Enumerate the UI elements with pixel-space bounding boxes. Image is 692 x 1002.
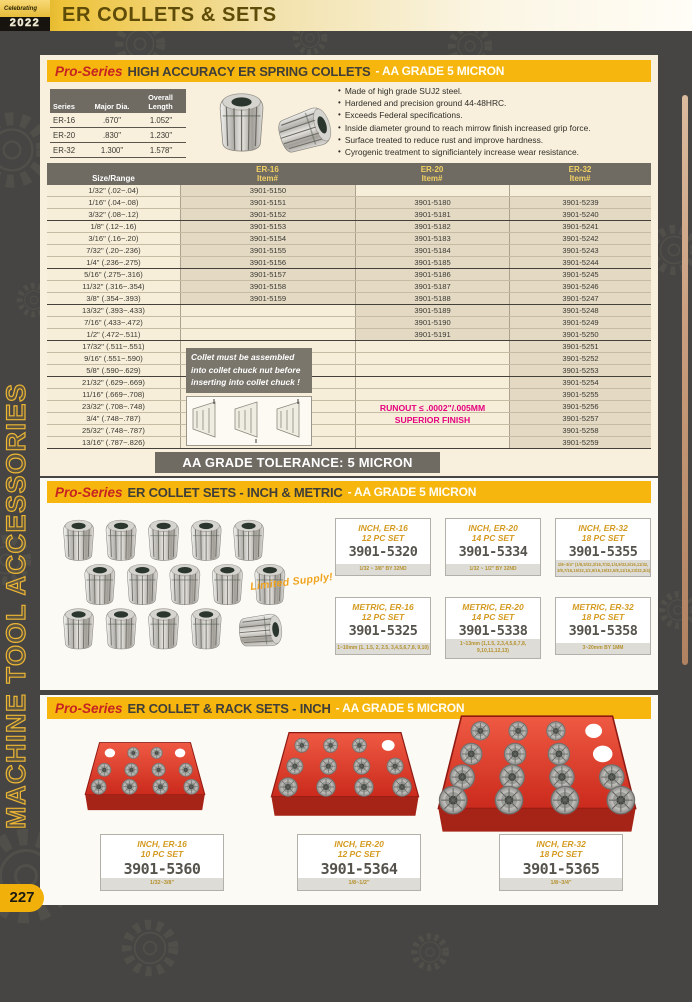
item-number-cell: 3901-5255 [509,389,651,400]
item-number-cell: 3901-5252 [509,353,651,364]
item-number-cell: 3901-5186 [355,269,509,280]
item-number-cell [355,425,509,436]
page-number-badge: 227 [0,884,44,912]
feature-item [338,97,652,109]
item-number-cell: 3901-5182 [355,221,509,232]
collet-table-row [47,221,651,233]
bullet-icon: • [338,110,341,120]
product-range-label: 1~10mm (1, 1.5, 2, 2.5, 3,4,5,6,7,8, 9,10) [336,643,430,654]
size-range-cell: 13/32" (.393~.433) [47,305,180,316]
section1-banner [47,60,651,82]
item-number-cell: 3901-5244 [509,257,651,268]
collet-table-row [47,425,651,437]
section-collet-sets [40,478,658,690]
product-count-label: 18 PC SET [581,533,625,543]
col-header-er20: ER-20 Item# [420,164,444,183]
size-range-cell: 17/32" (.511~.551) [47,341,180,352]
spec-table-body [50,113,186,158]
item-number-cell: 3901-5191 [355,329,509,340]
product-box [555,597,651,655]
product-count-label: 18 PC SET [539,849,583,859]
spec-table-row [50,113,186,128]
feature-text: Cyrogenic treatment to significiantely increase wear resistance. [344,147,579,158]
section-spring-collets [40,55,658,476]
size-range-cell: 25/32" (.748~.787) [47,425,180,436]
bullet-icon: • [338,122,341,132]
size-range-cell: 7/16" (.433~.472) [47,317,180,328]
product-series-label: METRIC, ER-32 [572,602,634,613]
product-range-label: 1/8~1/2" [298,878,420,890]
feature-item [338,146,652,158]
size-range-cell: 3/4" (.748~.787) [47,413,180,424]
item-number-cell: 3901-5251 [509,341,651,352]
spec-table-header [50,89,186,113]
item-number-cell: 3901-5239 [509,197,651,208]
spec-header-major-dia: Major Dia. [94,102,130,111]
feature-text: Surface treated to reduce rust and improve hardness. [344,134,544,145]
item-number-cell: 3901-5158 [180,281,355,292]
product-range-label: 1/8~3/4" [500,878,622,890]
item-number-cell [180,329,355,340]
rack-photo-er32 [428,712,646,840]
collet-table-row [47,329,651,341]
bullet-icon: • [338,134,341,144]
item-number-cell: 3901-5188 [355,293,509,304]
section3-grade: - AA GRADE 5 MICRON [335,701,465,715]
section1-grade: - AA GRADE 5 MICRON [375,64,505,78]
product-box [445,518,541,576]
item-number-cell: 3901-5183 [355,233,509,244]
product-series-label: INCH, ER-32 [536,839,586,849]
collet-table-row [47,209,651,221]
product-series-label: METRIC, ER-16 [352,602,414,613]
spec-cell: 1.578" [149,145,173,155]
product-range-label: 1~13mm (1,1.5, 2,3,4,5,6,7,8, 9,10,11,12,13) [446,639,540,658]
product-count-label: 14 PC SET [471,612,515,623]
product-series-label: INCH, ER-32 [578,523,628,533]
collet-table-row [47,317,651,329]
logo-celebrating-text: Celebrating [4,6,38,12]
item-number-cell: 3901-5185 [355,257,509,268]
collet-set-boxes [335,518,651,659]
item-number-cell: 3901-5246 [509,281,651,292]
spec-header-overall-length: Overall Length [148,93,173,111]
product-item-number: 3901-5325 [348,623,418,640]
size-range-cell: 1/4" (.236~.275) [47,257,180,268]
spec-cell: 1.052" [149,115,173,125]
size-range-cell: 3/8" (.354~.393) [47,293,180,304]
collet-table-row [47,341,651,353]
item-number-cell [355,185,509,196]
assembly-illustration [186,396,312,446]
collet-table-row [47,197,651,209]
item-number-cell: 3901-5253 [509,365,651,376]
item-number-cell: 3901-5155 [180,245,355,256]
page-title: ER COLLETS & SETS [62,4,277,26]
spec-cell: ER-20 [53,130,76,140]
item-number-cell [355,353,509,364]
item-number-cell: 3901-5256 [509,401,651,412]
brand-label: Pro-Series [55,63,123,79]
product-range-label: 3~20mm BY 1MM [556,643,650,654]
item-number-cell [355,341,509,352]
assembly-illustration-drawing [187,397,311,445]
item-number-cell: 3901-5254 [509,377,651,388]
spec-cell: .670" [103,115,121,125]
section2-title: ER COLLET SETS - INCH & METRIC [127,484,343,500]
size-range-cell: 11/32" (.316~.354) [47,281,180,292]
item-number-cell: 3901-5152 [180,209,355,220]
collet-table-row [47,233,651,245]
section2-grade: - AA GRADE 5 MICRON [347,485,477,499]
collet-table-row [47,269,651,281]
item-number-cell: 3901-5247 [509,293,651,304]
product-item-number: 3901-5320 [348,544,418,560]
product-box [335,518,431,576]
spec-cell: 1.230" [149,130,173,140]
item-number-cell: 3901-5187 [355,281,509,292]
bullet-icon: • [338,147,341,157]
collet-table-row [47,281,651,293]
page-curl-decoration [682,95,688,665]
size-range-cell: 9/16" (.551~.590) [47,353,180,364]
collet-table-header [47,163,651,185]
collet-table-row [47,377,651,389]
collet-table-row [47,437,651,449]
size-range-cell: 21/32" (.629~.669) [47,377,180,388]
collet-table-row [47,365,651,377]
rack-set-boxes [40,834,658,896]
collet-table-row [47,293,651,305]
feature-text: Exceeds Federal specifications. [344,110,463,121]
product-box [499,834,623,891]
section-rack-sets [40,695,658,905]
collet-table-row [47,245,651,257]
size-range-cell: 1/16" (.04~.08) [47,197,180,208]
product-series-label: INCH, ER-16 [358,523,408,533]
product-series-label: INCH, ER-16 [137,839,187,849]
tolerance-banner: AA GRADE TOLERANCE: 5 MICRON [155,452,440,473]
spec-cell: 1.300" [100,145,124,155]
product-box [555,518,651,577]
item-number-cell: 3901-5153 [180,221,355,232]
product-range-label: 1/8~3/4" (1/8,5/32,3/16,7/32,1/4,9/32,5/16,11/32, 3/8,7/16,15/32,1/2,9/16,19/32,5/8,11/16,23/32,3/4) [556,560,650,576]
size-range-cell: 1/2" (.472~.511) [47,329,180,340]
item-number-cell: 3901-5150 [180,185,355,196]
collet-table-row [47,389,651,401]
item-number-cell [509,185,651,196]
section3-title: ER COLLET & RACK SETS - INCH [127,700,331,716]
item-number-cell: 3901-5243 [509,245,651,256]
size-range-cell: 7/32" (.20~.236) [47,245,180,256]
product-item-number: 3901-5355 [568,544,638,560]
feature-text: Inside diameter ground to reach mirrow finish increased grip force. [344,122,591,133]
item-number-cell: 3901-5248 [509,305,651,316]
product-count-label: 18 PC SET [581,612,625,623]
product-count-label: 12 PC SET [337,849,381,859]
item-number-cell: 3901-5257 [509,413,651,424]
size-range-cell: 3/32" (.08~.12) [47,209,180,220]
brand-label: Pro-Series [55,484,123,500]
col-header-er16: ER-16 Item# [256,164,279,183]
item-number-cell: 3901-5250 [509,329,651,340]
collet-table-row [47,353,651,365]
assembly-note: Collet must be assembled into collet chuck nut before inserting into collet chuck ! [186,348,312,393]
collet-table-row [47,257,651,269]
size-range-cell: 5/16" (.275~.316) [47,269,180,280]
product-item-number: 3901-5365 [522,860,600,878]
item-number-cell: 3901-5189 [355,305,509,316]
size-range-cell: 23/32" (.708~.748) [47,401,180,412]
sidebar-vertical-label: MACHINE TOOL ACCESSORIES [1,382,31,830]
spec-header-series: Series [53,102,75,111]
product-count-label: 12 PC SET [361,533,405,543]
product-item-number: 3901-5364 [320,860,398,878]
limited-supply-note: Limited Supply! [249,570,334,594]
item-number-cell: 3901-5259 [509,437,651,448]
item-number-cell [180,317,355,328]
product-box [297,834,421,891]
feature-item [338,109,652,121]
product-box [445,597,541,659]
series-spec-table [50,89,186,158]
item-number-cell: 3901-5154 [180,233,355,244]
item-number-cell: 3901-5180 [355,197,509,208]
spec-cell: ER-16 [53,115,76,125]
size-range-cell: 1/32" (.02~.04) [47,185,180,196]
feature-list [338,85,652,158]
product-count-label: 10 PC SET [140,849,184,859]
product-range-label: 1/32 ~ 1/2" BY 32ND [446,564,540,575]
item-number-cell: 3901-5157 [180,269,355,280]
item-number-cell [180,305,355,316]
item-number-cell: 3901-5240 [509,209,651,220]
collet-product-photo [208,84,334,162]
product-item-number: 3901-5358 [568,623,638,640]
item-number-cell [355,389,509,400]
product-range-label: 1/32~3/8" [101,878,223,890]
runout-note: RUNOUT ≤ .0002"/.005MM SUPERIOR FINISH [379,403,486,425]
feature-item [338,85,652,97]
logo-year-text: 2022 [0,17,50,31]
section2-banner [47,481,651,503]
celebrating-2022-logo [0,0,50,31]
item-number-cell [355,365,509,376]
size-range-cell: 11/16" (.669~.708) [47,389,180,400]
item-number-cell: 3901-5156 [180,257,355,268]
product-range-label: 1/32 ~ 3/8" BY 32ND [336,564,430,575]
item-number-cell: 3901-5245 [509,269,651,280]
item-number-cell: 3901-5258 [509,425,651,436]
spec-cell: ER-32 [53,145,76,155]
size-range-cell: 3/16" (.16~.20) [47,233,180,244]
item-number-cell: 3901-5184 [355,245,509,256]
brand-label: Pro-Series [55,700,123,716]
size-range-cell: 5/8" (.590~.629) [47,365,180,376]
product-series-label: INCH, ER-20 [334,839,384,849]
bullet-icon: • [338,86,341,95]
product-box [100,834,224,891]
product-series-label: METRIC, ER-20 [462,602,524,613]
spec-table-row [50,128,186,143]
col-header-size-range: Size/Range [92,174,135,183]
product-item-number: 3901-5360 [123,860,201,878]
item-number-cell: 3901-5242 [509,233,651,244]
col-header-er32: ER-32 Item# [568,164,592,183]
item-number-cell: 3901-5181 [355,209,509,220]
product-box [335,597,431,655]
item-number-cell: 3901-5151 [180,197,355,208]
product-count-label: 12 PC SET [361,612,405,623]
item-number-cell: 3901-5241 [509,221,651,232]
spec-table-row [50,143,186,158]
bullet-icon: • [338,98,341,108]
product-count-label: 14 PC SET [471,533,515,543]
item-number-cell: 3901-5159 [180,293,355,304]
product-item-number: 3901-5334 [458,544,528,560]
size-range-cell: 1/8" (.12~.16) [47,221,180,232]
product-series-label: INCH, ER-20 [468,523,518,533]
feature-item [338,134,652,146]
collet-table-row [47,185,651,197]
section1-title: HIGH ACCURACY ER SPRING COLLETS [127,63,371,79]
rack-photo-er20 [265,725,425,825]
spec-cell: .830" [103,130,121,140]
rack-photo-er16 [80,732,210,822]
size-range-cell: 13/16" (.787~.826) [47,437,180,448]
item-number-cell [355,377,509,388]
product-item-number: 3901-5338 [458,623,528,640]
item-number-cell: 3901-5190 [355,317,509,328]
item-number-cell: 3901-5249 [509,317,651,328]
feature-text: Hardened and precision ground 44-48HRC. [344,98,507,109]
collet-table-row [47,305,651,317]
feature-text: Made of high grade SUJ2 steel. [344,86,463,96]
item-number-cell [355,437,509,448]
feature-item [338,122,652,134]
